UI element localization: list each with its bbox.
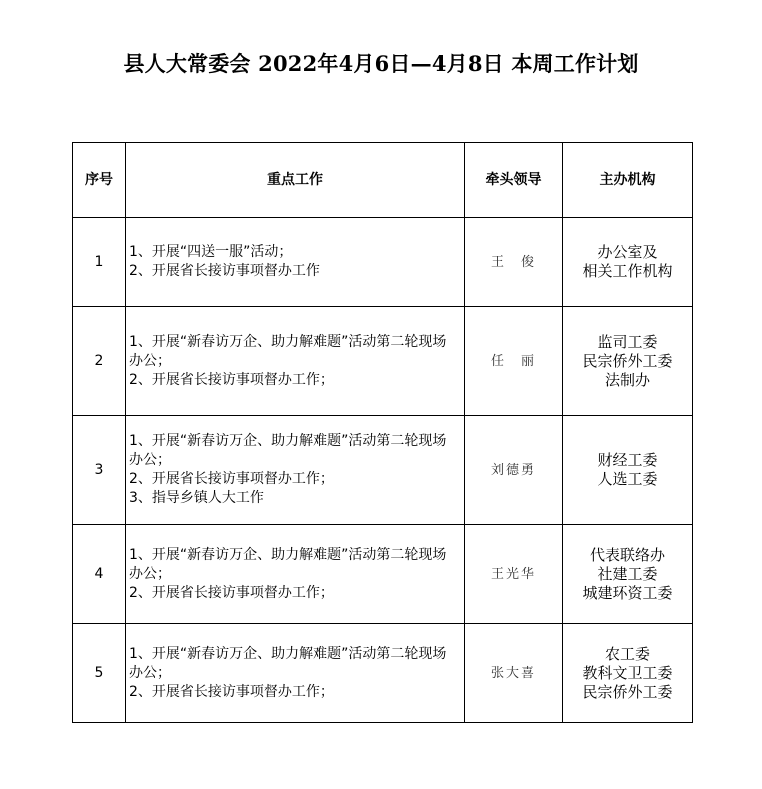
table-row [73, 525, 693, 624]
work-item: 2、开展省长接访事项督办工作； [129, 471, 334, 487]
table-row [73, 218, 693, 307]
row-num: 5 [73, 624, 126, 723]
row-leader: 任 丽 [465, 307, 563, 416]
org-item: 相关工作机构 [582, 262, 673, 280]
row-org [563, 624, 693, 723]
org-item: 民宗侨外工委 [582, 351, 673, 370]
org-item: 社建工委 [597, 564, 658, 583]
work-item: 1、开展“四送一服”活动； [129, 244, 293, 260]
work-item: 2、开展省长接访事项督办工作； [129, 371, 334, 388]
row-work [126, 218, 465, 307]
org-item: 民宗侨外工委 [582, 682, 673, 701]
header-org: 主办机构 [563, 143, 693, 218]
table-row [73, 416, 693, 525]
row-org [563, 218, 693, 307]
work-item: 1、开展“新春访万企、助力解难题”活动第二轮现场办公； [129, 645, 447, 681]
row-leader: 王 俊 [465, 218, 563, 307]
org-item: 农工委 [604, 644, 650, 663]
row-num: 2 [73, 307, 126, 416]
row-work [126, 416, 465, 525]
work-item: 1、开展“新春访万企、助力解难题”活动第二轮现场办公； [129, 333, 447, 369]
org-item: 代表联络办 [589, 545, 665, 564]
work-item: 1、开展“新春访万企、助力解难题”活动第二轮现场办公； [129, 433, 447, 468]
work-item: 2、开展省长接访事项督办工作； [129, 683, 334, 700]
header-work: 重点工作 [126, 143, 465, 218]
row-leader: 张大喜 [465, 624, 563, 723]
table-row [73, 307, 693, 416]
header-leader: 牵头领导 [465, 143, 563, 218]
org-item: 办公室及 [597, 243, 658, 261]
row-work [126, 624, 465, 723]
work-item: 2、开展省长接访事项督办工作 [129, 263, 320, 279]
work-item: 3、指导乡镇人大工作 [129, 490, 264, 506]
page-title: 县人大常委会 2022年4月6日—4月8日 本周工作计划 [123, 51, 639, 76]
work-item: 2、开展省长接访事项督办工作； [129, 584, 334, 601]
row-num: 1 [73, 218, 126, 307]
table-header-row [73, 143, 693, 218]
row-org [563, 416, 693, 525]
org-item: 财经工委 [597, 451, 658, 469]
org-item: 监司工委 [597, 332, 658, 351]
row-work [126, 307, 465, 416]
row-leader: 王光华 [465, 525, 563, 624]
table-row [73, 624, 693, 723]
org-item: 城建环资工委 [582, 583, 673, 602]
header-num: 序号 [73, 143, 126, 218]
row-num: 3 [73, 416, 126, 525]
row-work [126, 525, 465, 624]
work-plan-table [72, 142, 693, 723]
org-item: 教科文卫工委 [582, 663, 673, 682]
row-org [563, 525, 693, 624]
work-item: 1、开展“新春访万企、助力解难题”活动第二轮现场办公； [129, 546, 447, 582]
row-org [563, 307, 693, 416]
row-leader: 刘德勇 [465, 416, 563, 525]
org-item: 法制办 [604, 370, 650, 389]
row-num: 4 [73, 525, 126, 624]
org-item: 人选工委 [597, 470, 658, 488]
